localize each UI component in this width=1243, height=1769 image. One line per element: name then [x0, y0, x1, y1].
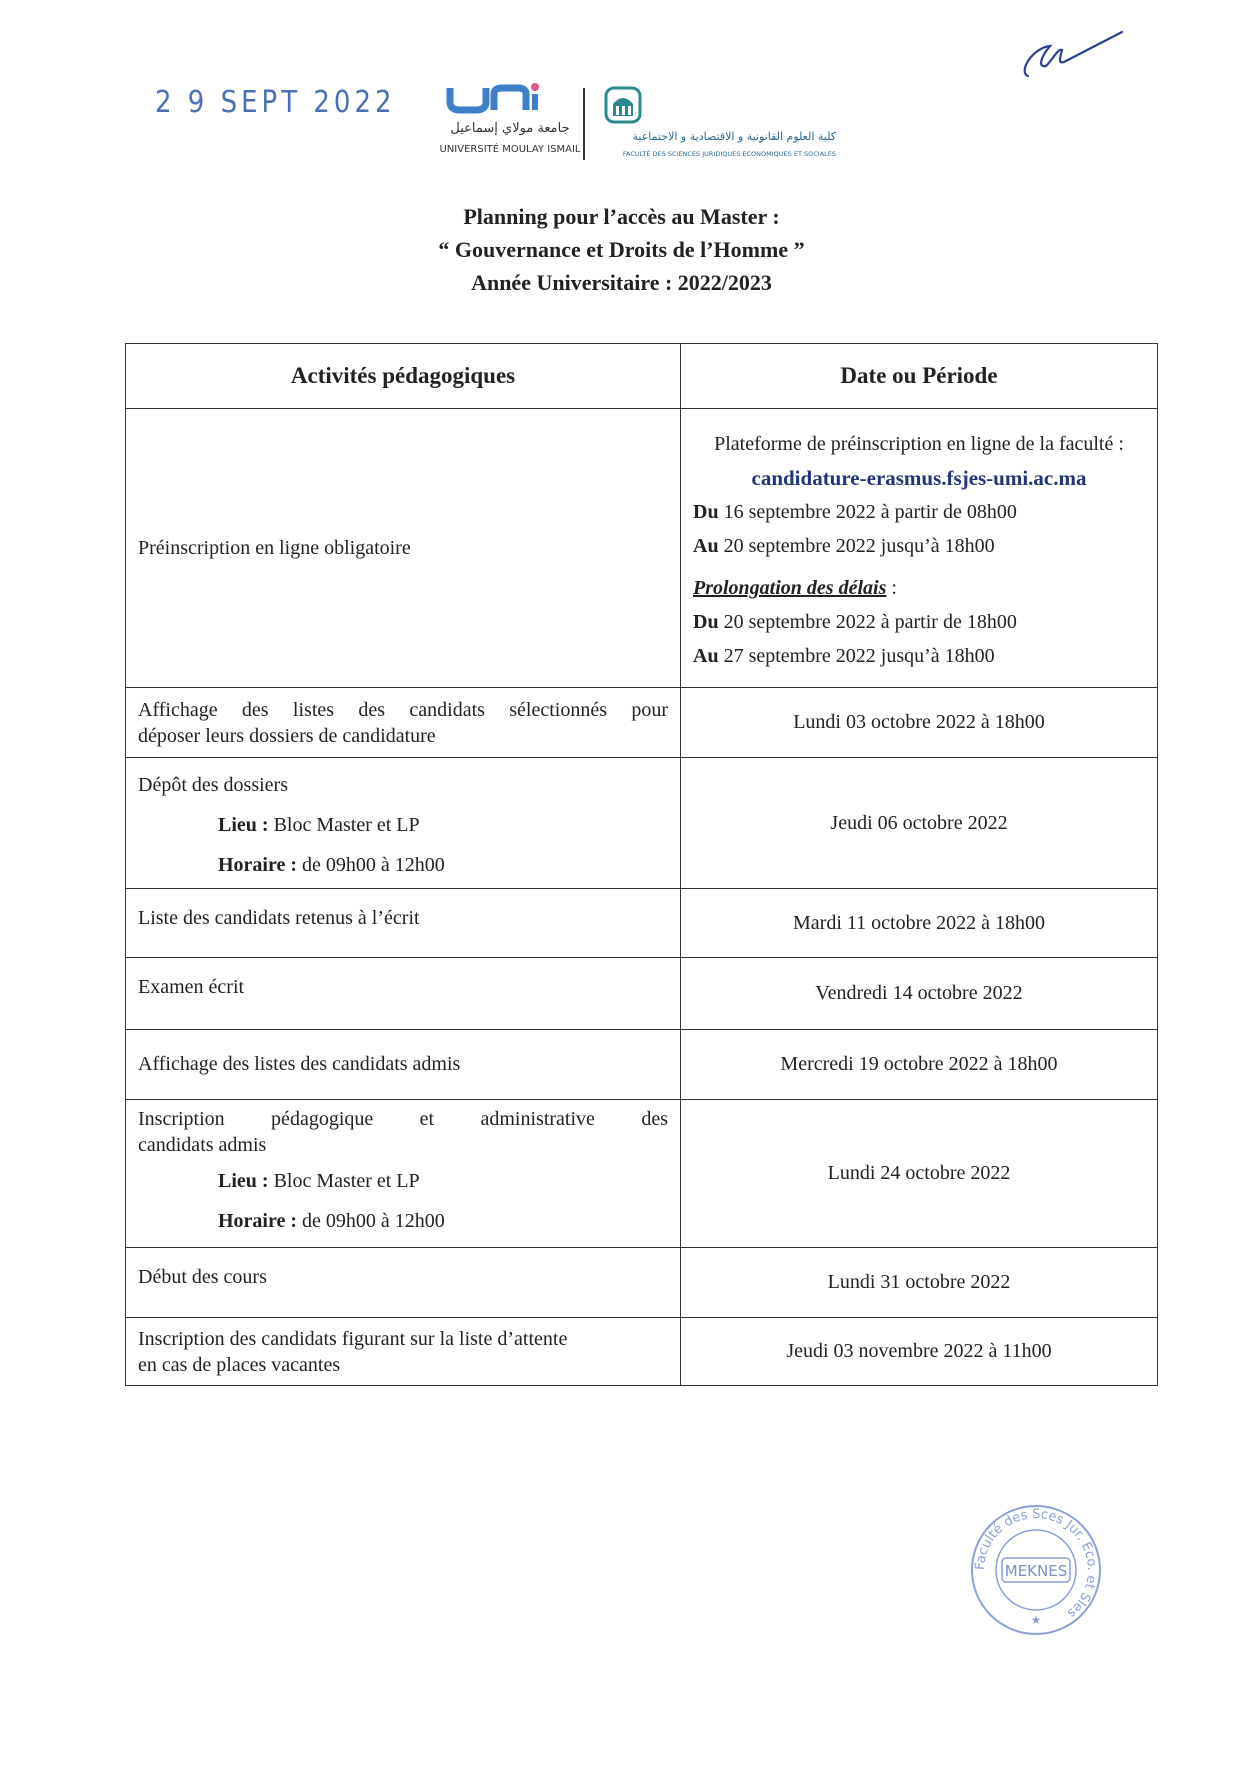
seal-ring-text: Faculté des Sces Jur. Eco. et Sles — [972, 1506, 1100, 1621]
platform-url-link[interactable]: candidature-erasmus.fsjes-umi.ac.ma — [751, 466, 1087, 490]
received-date-stamp: 2 9 SEPT 2022 — [155, 85, 396, 121]
activity-cell: Inscription des candidats figurant sur la liste d’attente en cas de places vacantes — [126, 1318, 681, 1386]
table-row — [126, 1318, 1158, 1386]
period-end: Au 20 septembre 2022 jusqu’à 18h00 — [693, 535, 995, 557]
svg-text:★: ★ — [1030, 1613, 1042, 1627]
activity-cell: Préinscription en ligne obligatoire — [126, 409, 681, 688]
date-cell: Vendredi 14 octobre 2022 — [681, 958, 1158, 1030]
date-cell: Jeudi 03 novembre 2022 à 11h00 — [681, 1318, 1158, 1386]
table-row — [126, 889, 1158, 958]
table-header-row — [126, 344, 1158, 409]
signature-mark — [1010, 28, 1130, 88]
date-cell: Lundi 31 octobre 2022 — [681, 1248, 1158, 1318]
seal-city: MEKNES — [1004, 1562, 1068, 1580]
activity-cell: Affichage des listes des candidats admis — [126, 1030, 681, 1100]
header-dates: Date ou Période — [681, 344, 1158, 409]
date-cell — [681, 409, 1158, 688]
document-heading — [0, 200, 1243, 299]
date-cell: Lundi 24 octobre 2022 — [681, 1100, 1158, 1248]
date-cell: Mercredi 19 octobre 2022 à 18h00 — [681, 1030, 1158, 1100]
date-cell: Lundi 03 octobre 2022 à 18h00 — [681, 688, 1158, 758]
table-row — [126, 1030, 1158, 1100]
logo-divider — [583, 88, 585, 160]
date-cell: Jeudi 06 octobre 2022 — [681, 758, 1158, 889]
fsjes-arabic-name: كلية العلوم القانونية و الاقتصادية و الاجتماعية — [632, 130, 836, 143]
umi-french-name: UNIVERSITÉ MOULAY ISMAIL — [439, 144, 581, 155]
table-row — [126, 409, 1158, 688]
umi-arabic-name: جامعة مولاي إسماعيل — [450, 121, 570, 136]
table-row — [126, 1100, 1158, 1248]
table-row — [126, 758, 1158, 889]
table-row — [126, 958, 1158, 1030]
table-row — [126, 1248, 1158, 1318]
period-start: Du 16 septembre 2022 à partir de 08h00 — [693, 501, 1017, 523]
date-cell: Mardi 11 octobre 2022 à 18h00 — [681, 889, 1158, 958]
prolongation-start: Du 20 septembre 2022 à partir de 18h00 — [693, 611, 1017, 633]
planning-table — [125, 343, 1158, 1386]
activity-cell: Examen écrit — [126, 958, 681, 1030]
activity-cell: Inscription pédagogique et administrative des candidats admis Lieu : Bloc Master et LP Horaire : de 09h00 à 12h00 — [126, 1100, 681, 1248]
platform-text: Plateforme de préinscription en ligne de la faculté : — [714, 433, 1124, 455]
fsjes-french-name: FACULTÉ DES SCIENCES JURIDIQUES ECONOMIQUES ET SOCIALES — [622, 150, 836, 158]
activity-cell: Liste des candidats retenus à l’écrit — [126, 889, 681, 958]
header-activities: Activités pédagogiques — [126, 344, 681, 409]
heading-line-3: Année Universitaire : 2022/2023 — [471, 270, 772, 295]
heading-line-2: “ Gouvernance et Droits de l’Homme ” — [438, 237, 805, 262]
heading-line-1: Planning pour l’accès au Master : — [463, 204, 780, 229]
prolongation-heading: Prolongation des délais : — [693, 577, 897, 599]
faculty-seal-stamp — [966, 1500, 1106, 1640]
activity-cell: Début des cours — [126, 1248, 681, 1318]
activity-cell: Affichage des listes des candidats sélectionnés pour déposer leurs dossiers de candidature — [126, 688, 681, 758]
prolongation-end: Au 27 septembre 2022 jusqu’à 18h00 — [693, 645, 995, 667]
fsjes-logo — [600, 84, 840, 164]
table-row — [126, 688, 1158, 758]
umi-logo — [428, 80, 598, 170]
activity-cell: Dépôt des dossiers Lieu : Bloc Master et LP Horaire : de 09h00 à 12h00 — [126, 758, 681, 889]
